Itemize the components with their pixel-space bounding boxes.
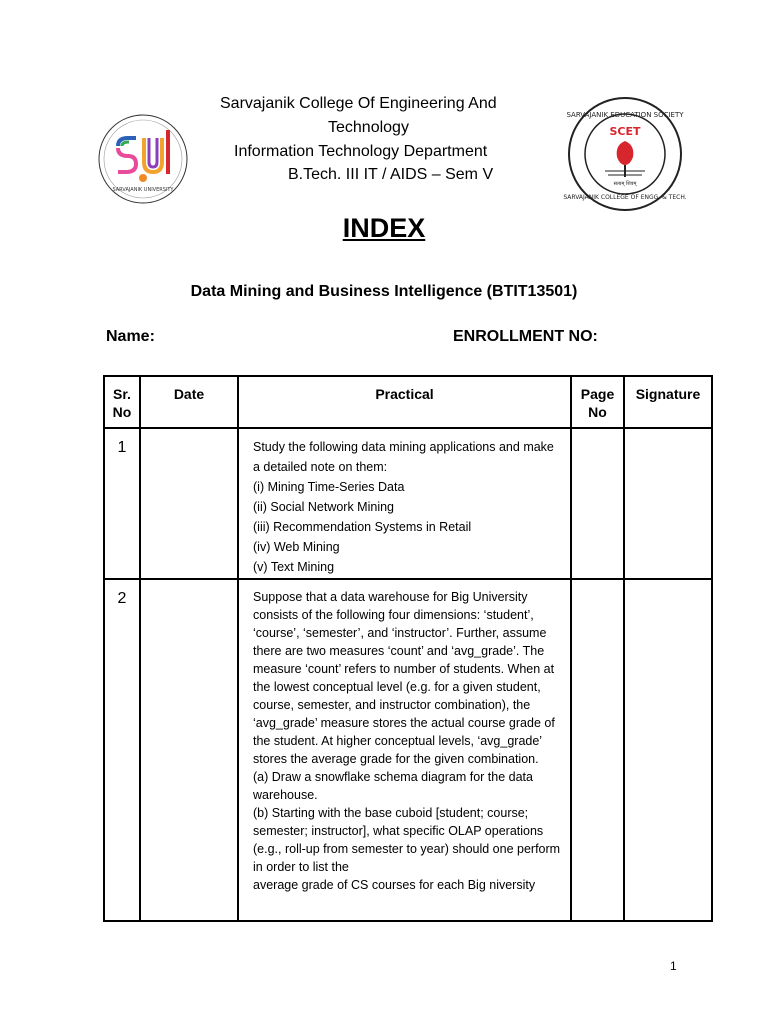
header-practical: Practical: [238, 376, 571, 428]
row-signature-cell: [624, 428, 712, 579]
subject-title: Data Mining and Business Intelligence (BTIT13501): [190, 283, 578, 300]
row-page-no-cell: [571, 428, 624, 579]
row-practical-text: Study the following data mining applications and make a detailed note on them: (i) Mining Time-Series Data (ii) Social Network Mining (iii) Recommendation Systems in Retail (iv) Web Mining (v) Text Mining: [238, 428, 571, 579]
row-practical-text: Suppose that a data warehouse for Big University consists of the following four dimensions: ‘student’, ‘course’, ‘semester’, and ‘instructor’. Further, assume there are two measures ‘count’ and ‘avg_grade’. The measure ‘count’ refers to number of students. When at the lowest conceptual level (e.g. for a given student, course, semester, and instructor combination), the ‘avg_grade’ measure stores the actual course grade of the student. At higher conceptual levels, ‘avg_grade’ stores the average grade for the given combination. (a) Draw a snowflake schema diagram for the data warehouse. (b) Starting with the base cuboid [student; course; semester; instructor], what specific OLAP operations (e.g., roll-up from semester to year) should one perform in order to list the average grade of CS courses for each Big niversity: [238, 579, 571, 921]
row-sr-no: 1: [104, 428, 140, 579]
header-signature: Signature: [624, 376, 712, 428]
header-date: Date: [140, 376, 238, 428]
row-page-no-cell: [571, 579, 624, 921]
department-name: Information Technology Department: [234, 143, 488, 160]
right-logo-ring-bottom: SARVAJANIK COLLEGE OF ENGG. & TECH.: [563, 194, 687, 201]
enrollment-label: ENROLLMENT NO:: [453, 328, 598, 345]
right-logo-letters: SCET: [609, 125, 641, 138]
table-header-row: [104, 376, 712, 428]
right-logo-motto: सत्यम् शिवम्: [613, 181, 637, 187]
college-name-line1: Sarvajanik College Of Engineering And: [220, 95, 497, 112]
row-signature-cell: [624, 579, 712, 921]
course-semester: B.Tech. III IT / AIDS – Sem V: [288, 166, 494, 183]
header-sr-no: Sr. No: [104, 376, 140, 428]
table-row: [104, 428, 712, 579]
college-name-line2: Technology: [328, 119, 409, 136]
index-title: INDEX: [342, 213, 426, 243]
name-label: Name:: [106, 328, 155, 345]
row-sr-no: 2: [104, 579, 140, 921]
row-date-cell: [140, 428, 238, 579]
scet-logo: [560, 95, 690, 213]
row-date-cell: [140, 579, 238, 921]
page-number: 1: [670, 959, 677, 973]
table-row: [104, 579, 712, 921]
practical-index-table: [103, 375, 713, 922]
right-logo-ring-top: SARVAJANIK EDUCATION SOCIETY: [566, 111, 684, 119]
sarvajanik-university-logo: [96, 112, 190, 206]
header-page-no: Page No: [571, 376, 624, 428]
left-logo-caption: SARVAJANIK UNIVERSITY: [112, 187, 174, 193]
